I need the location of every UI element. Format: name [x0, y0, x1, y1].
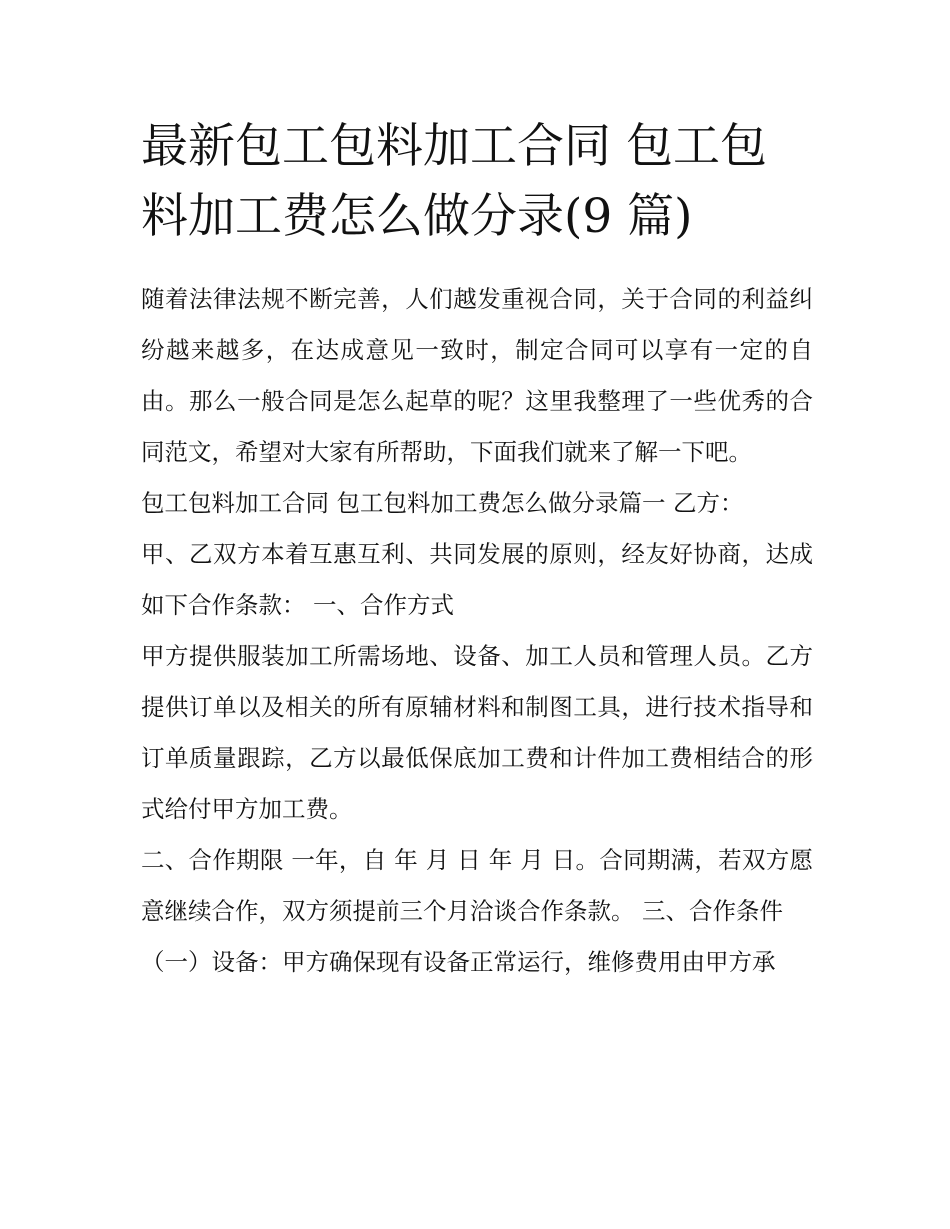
- paragraph-cooperation-term: 二、合作期限 一年，自 年 月 日 年 月 日。合同期满，若双方愿意继续合作，双方须提前三个月洽谈合作条款。 三、合作条件: [141, 846, 813, 925]
- intro-paragraph: 随着法律法规不断完善，人们越发重视合同，关于合同的利益纠纷越来越多，在达成意见一致时，制定合同可以享有一定的自由。那么一般合同是怎么起草的呢？这里我整理了一些优秀的合同范文，希望对大家有所帮助，下面我们就来了解一下吧。: [141, 285, 813, 466]
- paragraph-equipment: （一）设备：甲方确保现有设备正常运行，维修费用由甲方承: [141, 948, 776, 976]
- paragraph-cooperation-method: 甲方提供服装加工所需场地、设备、加工人员和管理人员。乙方提供订单以及相关的所有原辅材料和制图工具，进行技术指导和订单质量跟踪，乙方以最低保底加工费和计件加工费相结合的形式给付甲方加工费。: [141, 642, 813, 823]
- section-heading-part-one: 包工包料加工合同 包工包料加工费怎么做分录篇一 乙方：: [141, 489, 744, 517]
- document-body: [141, 112, 813, 988]
- document-title: 最新包工包料加工合同 包工包料加工费怎么做分录(9 篇): [141, 119, 767, 244]
- paragraph-principles: 甲、乙双方本着互惠互利、共同发展的原则，经友好协商，达成如下合作条款： 一、合作方式: [141, 540, 813, 619]
